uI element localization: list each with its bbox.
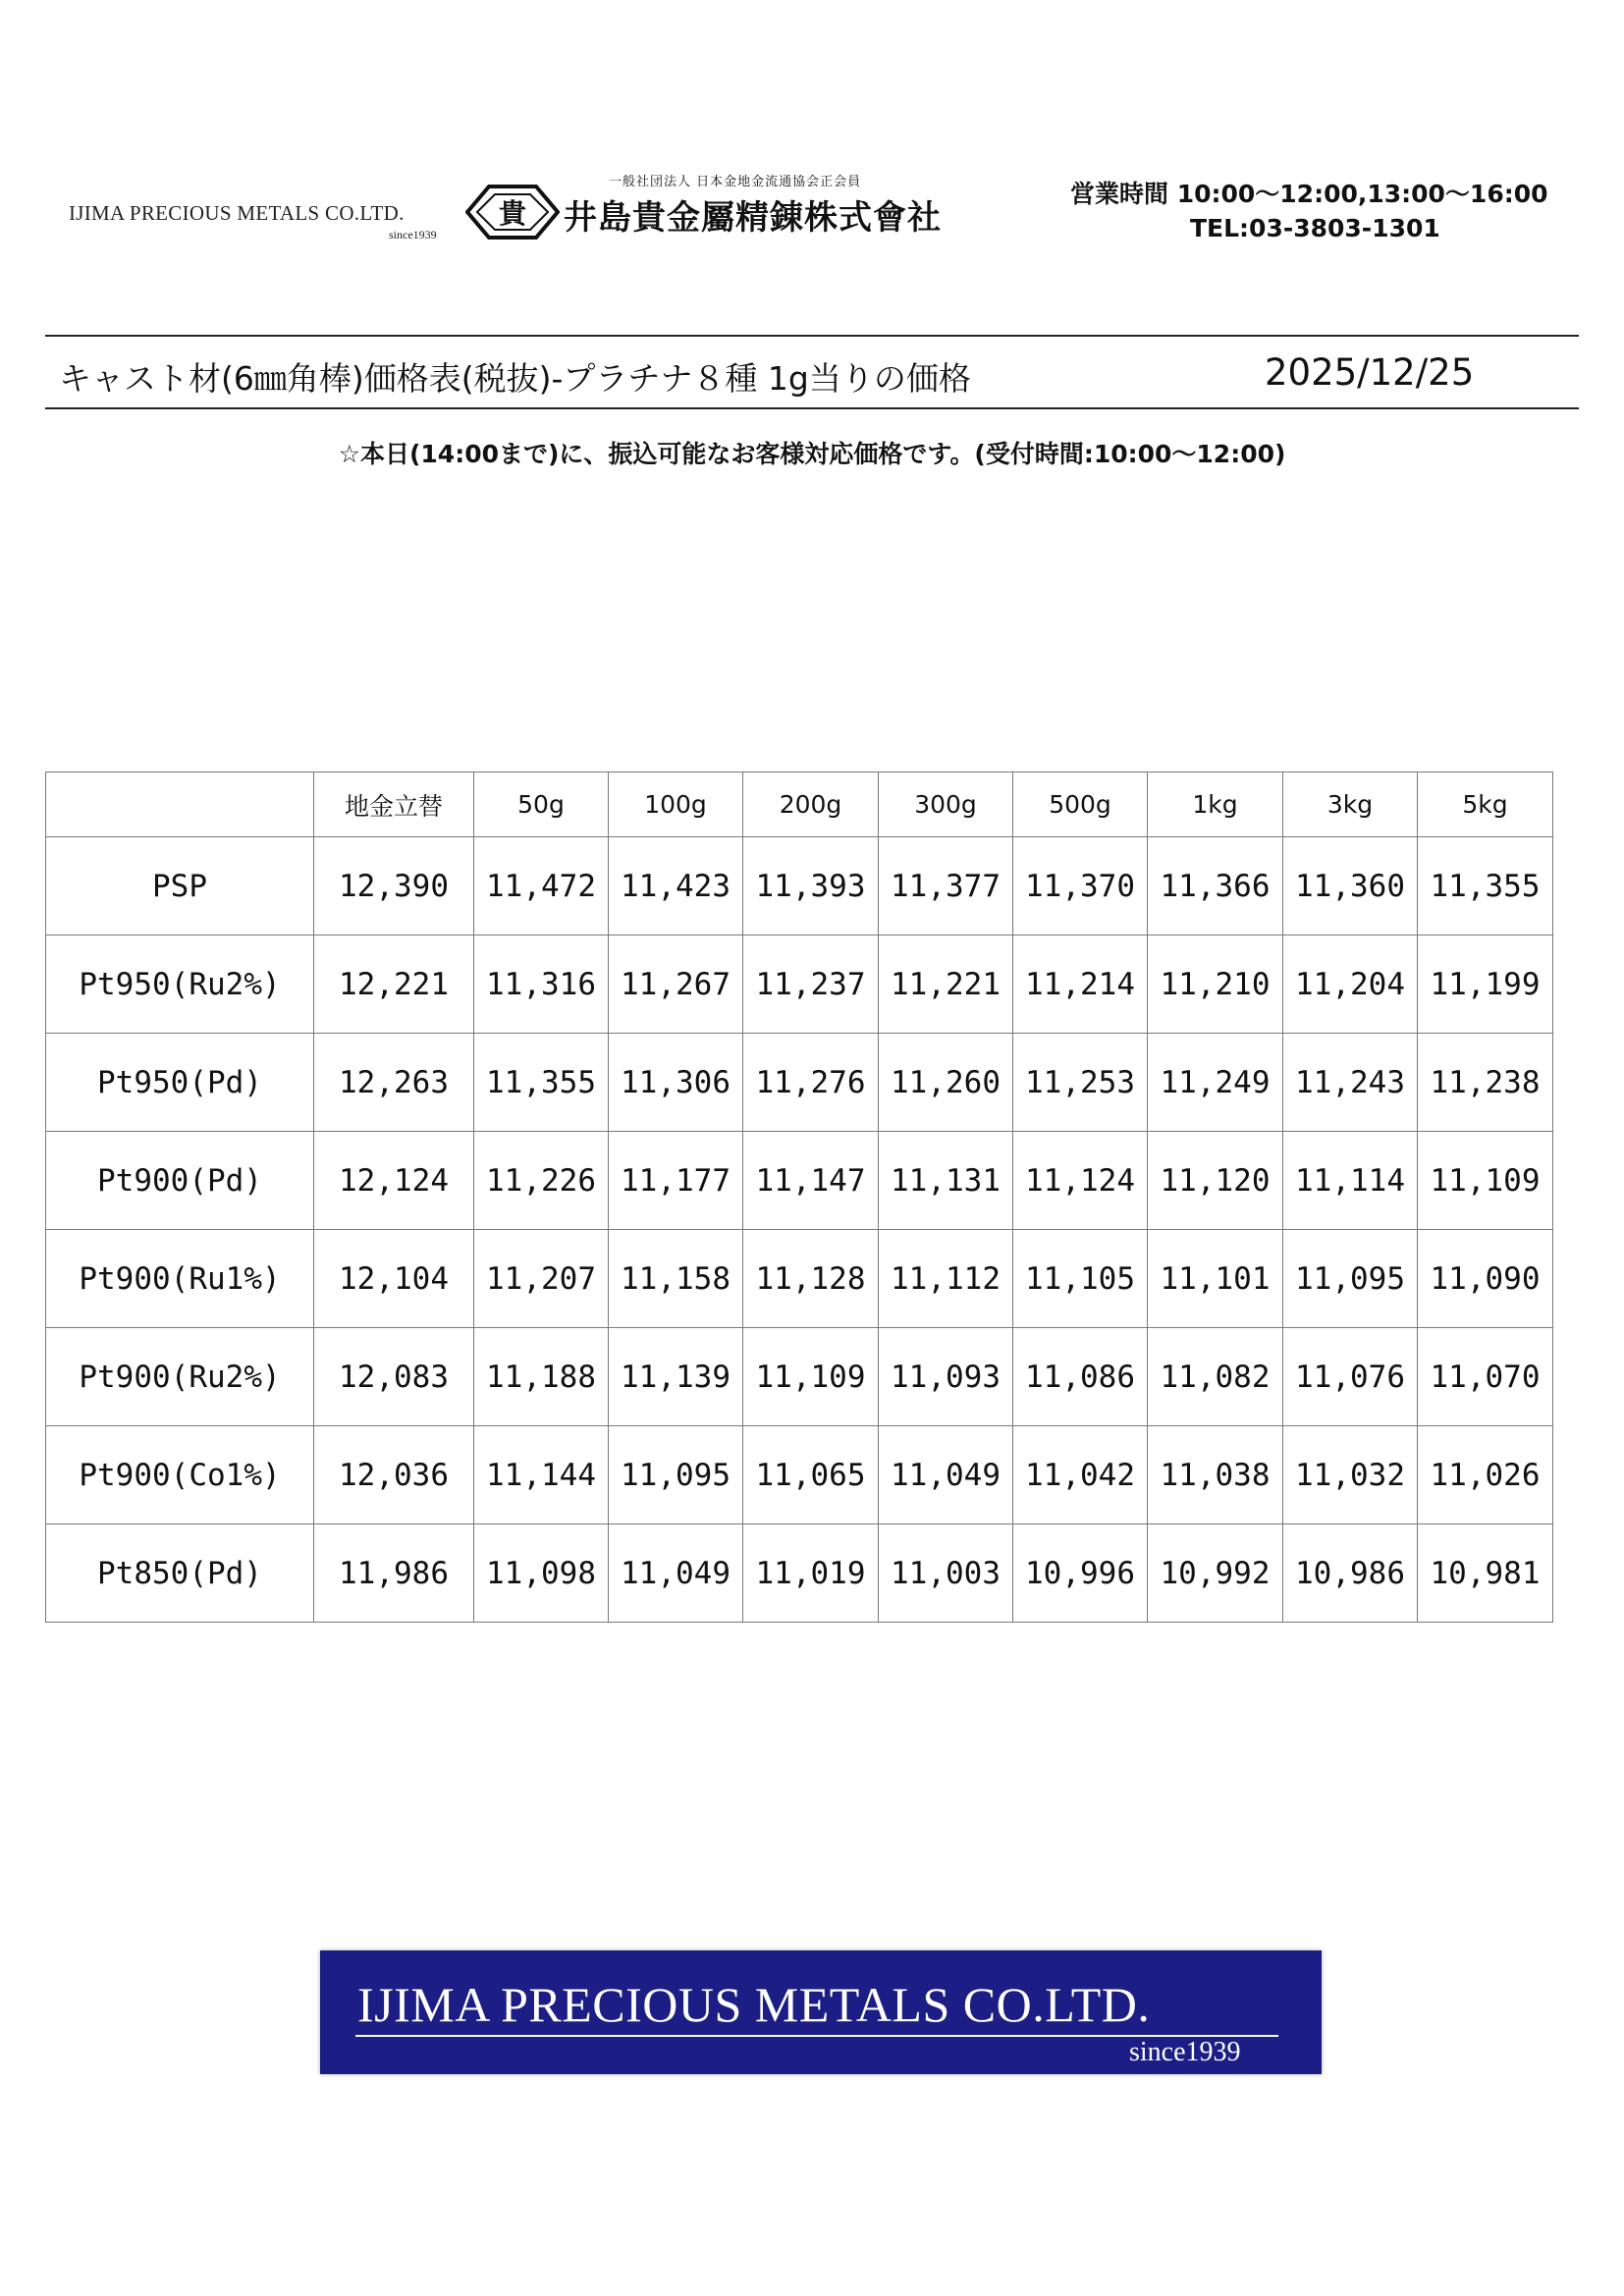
row-label: PSP bbox=[46, 837, 314, 935]
association-label: 一般社団法人 日本金地金流通協会正会員 bbox=[609, 175, 862, 189]
column-header: 200g bbox=[743, 773, 879, 837]
price-cell: 11,065 bbox=[743, 1426, 879, 1524]
telephone: TEL:03-3803-1301 bbox=[1190, 214, 1440, 242]
price-cell: 11,199 bbox=[1418, 935, 1553, 1034]
price-cell: 11,243 bbox=[1283, 1034, 1418, 1132]
price-cell: 11,076 bbox=[1283, 1328, 1418, 1426]
page-header bbox=[0, 147, 1624, 275]
price-cell: 11,120 bbox=[1148, 1132, 1283, 1230]
price-cell: 11,370 bbox=[1013, 837, 1148, 935]
price-cell: 12,124 bbox=[314, 1132, 474, 1230]
price-cell: 11,276 bbox=[743, 1034, 879, 1132]
price-cell: 11,049 bbox=[879, 1426, 1013, 1524]
column-header bbox=[46, 773, 314, 837]
price-cell: 11,049 bbox=[609, 1524, 743, 1623]
price-cell: 11,144 bbox=[474, 1426, 609, 1524]
price-cell: 11,210 bbox=[1148, 935, 1283, 1034]
table-row bbox=[46, 1034, 1553, 1132]
price-cell: 10,986 bbox=[1283, 1524, 1418, 1623]
table-row bbox=[46, 1426, 1553, 1524]
column-header: 5kg bbox=[1418, 773, 1553, 837]
table-row bbox=[46, 1524, 1553, 1623]
price-cell: 11,253 bbox=[1013, 1034, 1148, 1132]
price-cell: 11,260 bbox=[879, 1034, 1013, 1132]
price-cell: 11,237 bbox=[743, 935, 879, 1034]
table-row bbox=[46, 1328, 1553, 1426]
price-cell: 10,992 bbox=[1148, 1524, 1283, 1623]
price-cell: 11,238 bbox=[1418, 1034, 1553, 1132]
price-cell: 11,393 bbox=[743, 837, 879, 935]
page-title: キャスト材(6㎜角棒)価格表(税抜)-プラチナ８種 1g当りの価格 bbox=[59, 359, 971, 398]
price-cell: 11,366 bbox=[1148, 837, 1283, 935]
table-header-row bbox=[46, 773, 1553, 837]
table-body bbox=[46, 837, 1553, 1623]
price-cell: 12,083 bbox=[314, 1328, 474, 1426]
price-cell: 11,095 bbox=[609, 1426, 743, 1524]
price-cell: 11,109 bbox=[1418, 1132, 1553, 1230]
business-hours: 営業時間 10:00〜12:00,13:00〜16:00 bbox=[1070, 180, 1548, 208]
price-cell: 12,036 bbox=[314, 1426, 474, 1524]
price-cell: 11,377 bbox=[879, 837, 1013, 935]
logo-glyph: 貴 bbox=[498, 197, 527, 230]
banner-company-name: IJIMA PRECIOUS METALS CO.LTD. bbox=[357, 1977, 1151, 2032]
company-name-jp: 井島貴金屬精錬株式會社 bbox=[564, 198, 942, 238]
price-cell: 11,090 bbox=[1418, 1230, 1553, 1328]
brand-since: since1939 bbox=[389, 228, 437, 241]
price-cell: 11,221 bbox=[879, 935, 1013, 1034]
price-cell: 11,082 bbox=[1148, 1328, 1283, 1426]
price-cell: 10,981 bbox=[1418, 1524, 1553, 1623]
price-cell: 11,109 bbox=[743, 1328, 879, 1426]
price-cell: 11,070 bbox=[1418, 1328, 1553, 1426]
column-header: 500g bbox=[1013, 773, 1148, 837]
table-row bbox=[46, 1230, 1553, 1328]
column-header: 50g bbox=[474, 773, 609, 837]
price-date: 2025/12/25 bbox=[1265, 351, 1475, 394]
price-cell: 11,360 bbox=[1283, 837, 1418, 935]
brand-name-en: IJIMA PRECIOUS METALS CO.LTD. bbox=[69, 201, 405, 225]
price-cell: 11,249 bbox=[1148, 1034, 1283, 1132]
price-cell: 12,390 bbox=[314, 837, 474, 935]
price-cell: 11,204 bbox=[1283, 935, 1418, 1034]
price-cell: 11,003 bbox=[879, 1524, 1013, 1623]
row-label: Pt950(Pd) bbox=[46, 1034, 314, 1132]
price-cell: 11,139 bbox=[609, 1328, 743, 1426]
price-cell: 11,226 bbox=[474, 1132, 609, 1230]
table-row bbox=[46, 837, 1553, 935]
column-header: 300g bbox=[879, 773, 1013, 837]
price-cell: 11,316 bbox=[474, 935, 609, 1034]
price-cell: 11,423 bbox=[609, 837, 743, 935]
price-cell: 12,104 bbox=[314, 1230, 474, 1328]
row-label: Pt850(Pd) bbox=[46, 1524, 314, 1623]
price-cell: 11,026 bbox=[1418, 1426, 1553, 1524]
price-cell: 11,128 bbox=[743, 1230, 879, 1328]
table-row bbox=[46, 935, 1553, 1034]
row-label: Pt900(Ru1%) bbox=[46, 1230, 314, 1328]
notice-text: ☆本日(14:00まで)に、振込可能なお客様対応価格です。(受付時間:10:00〜12:00) bbox=[338, 440, 1286, 468]
price-cell: 11,112 bbox=[879, 1230, 1013, 1328]
price-cell: 11,105 bbox=[1013, 1230, 1148, 1328]
price-cell: 11,986 bbox=[314, 1524, 474, 1623]
row-label: Pt900(Co1%) bbox=[46, 1426, 314, 1524]
price-cell: 11,355 bbox=[1418, 837, 1553, 935]
price-cell: 11,124 bbox=[1013, 1132, 1148, 1230]
price-cell: 11,207 bbox=[474, 1230, 609, 1328]
price-cell: 12,263 bbox=[314, 1034, 474, 1132]
footer-banner bbox=[320, 1950, 1322, 2074]
price-cell: 11,158 bbox=[609, 1230, 743, 1328]
price-cell: 11,038 bbox=[1148, 1426, 1283, 1524]
price-cell: 11,355 bbox=[474, 1034, 609, 1132]
column-header: 3kg bbox=[1283, 773, 1418, 837]
banner-since: since1939 bbox=[1129, 2037, 1241, 2067]
price-cell: 11,042 bbox=[1013, 1426, 1148, 1524]
column-header: 地金立替 bbox=[314, 773, 474, 837]
price-table bbox=[45, 772, 1553, 1623]
price-cell: 10,996 bbox=[1013, 1524, 1148, 1623]
price-cell: 11,114 bbox=[1283, 1132, 1418, 1230]
column-header: 100g bbox=[609, 773, 743, 837]
price-cell: 11,086 bbox=[1013, 1328, 1148, 1426]
price-cell: 11,095 bbox=[1283, 1230, 1418, 1328]
price-cell: 12,221 bbox=[314, 935, 474, 1034]
price-cell: 11,101 bbox=[1148, 1230, 1283, 1328]
price-cell: 11,032 bbox=[1283, 1426, 1418, 1524]
title-band bbox=[45, 335, 1579, 409]
price-cell: 11,188 bbox=[474, 1328, 609, 1426]
row-label: Pt900(Pd) bbox=[46, 1132, 314, 1230]
column-header: 1kg bbox=[1148, 773, 1283, 837]
company-logo-icon bbox=[465, 183, 560, 241]
price-cell: 11,214 bbox=[1013, 935, 1148, 1034]
price-cell: 11,177 bbox=[609, 1132, 743, 1230]
row-label: Pt900(Ru2%) bbox=[46, 1328, 314, 1426]
price-cell: 11,131 bbox=[879, 1132, 1013, 1230]
price-cell: 11,306 bbox=[609, 1034, 743, 1132]
price-cell: 11,267 bbox=[609, 935, 743, 1034]
price-cell: 11,147 bbox=[743, 1132, 879, 1230]
price-cell: 11,019 bbox=[743, 1524, 879, 1623]
price-cell: 11,472 bbox=[474, 837, 609, 935]
row-label: Pt950(Ru2%) bbox=[46, 935, 314, 1034]
price-cell: 11,093 bbox=[879, 1328, 1013, 1426]
table-row bbox=[46, 1132, 1553, 1230]
price-cell: 11,098 bbox=[474, 1524, 609, 1623]
